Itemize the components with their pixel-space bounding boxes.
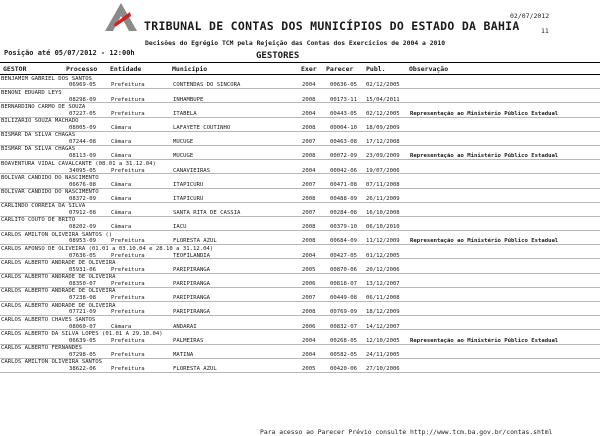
parecer-number: 00488-09 — [330, 195, 357, 202]
table-row — [0, 203, 600, 217]
municipio: MUCUGE — [173, 139, 194, 146]
col-gestor: GESTOR — [3, 65, 27, 73]
publication-date: 18/12/2009 — [366, 309, 400, 316]
parecer-number: 00420-06 — [330, 366, 357, 373]
publication-date: 23/09/2009 — [366, 153, 400, 160]
gestor-name: BISMAR DA SILVA CHAGAS — [1, 146, 76, 153]
document-subtitle: Decisões do Egrégio TCM pela Rejeição das Contas dos Exercícios de 2004 a 2010 — [145, 39, 446, 47]
municipio: IACU — [173, 224, 187, 231]
parecer-number: 00284-08 — [330, 210, 357, 217]
gestor-name: BOAVENTURA VIDAL CAVALCANTE (08.01 a 31.12.04) — [1, 160, 156, 167]
exercicio: 2005 — [302, 266, 316, 273]
col-parecer: Parecer — [326, 65, 354, 73]
col-publ: Publ. — [366, 65, 386, 73]
processo-number: 06969-05 — [69, 82, 96, 89]
municipio: ITABELA — [173, 110, 197, 117]
gestor-name: CARLOS ALBERTO CHAVES SANTOS — [1, 316, 96, 323]
exercicio: 2007 — [302, 181, 316, 188]
table-row — [0, 231, 600, 245]
processo-number: 08113-09 — [69, 153, 96, 160]
publication-date: 02/12/2005 — [366, 110, 400, 117]
parecer-number: 00832-07 — [330, 323, 357, 330]
gestor-name: BENONI EDUARD LEYS — [1, 89, 62, 96]
publication-date: 14/12/2007 — [366, 323, 400, 330]
processo-number: 05931-06 — [69, 266, 96, 273]
publication-date: 07/11/2008 — [366, 181, 400, 188]
col-exer: Exer — [301, 65, 317, 73]
processo-number: 08350-07 — [69, 281, 96, 288]
gestor-name: CARLOS ALBERTO ANDRADE DE OLIVEIRA — [1, 259, 116, 266]
entidade: Prefeitura — [111, 295, 145, 302]
municipio: CONTENDAS DO SINCORA — [173, 82, 241, 89]
entidade: Prefeitura — [111, 82, 145, 89]
exercicio: 2004 — [302, 167, 316, 174]
table-row — [0, 217, 600, 231]
processo-number: 08060-07 — [69, 323, 96, 330]
publication-date: 15/04/2011 — [366, 96, 400, 103]
col-municipio: Município — [172, 65, 208, 73]
processo-number: 07721-09 — [69, 309, 96, 316]
municipio: MUCUGE — [173, 153, 194, 160]
parecer-number: 00636-05 — [330, 82, 357, 89]
gestor-name: CARLOS AFONSO DE OLIVEIRA (01.01 a 03.10.04 e 28.10 a 31.12.04) — [1, 245, 214, 252]
exercicio: 2004 — [302, 252, 316, 259]
parecer-number: 00769-09 — [330, 309, 357, 316]
parecer-number: 00471-08 — [330, 181, 357, 188]
processo-number: 08298-09 — [69, 96, 96, 103]
col-observacao: Observação — [409, 65, 449, 73]
header-top-rule — [0, 62, 600, 63]
parecer-number: 00449-08 — [330, 295, 357, 302]
entidade: Câmara — [111, 224, 132, 231]
processo-number: 38622-06 — [69, 366, 96, 373]
processo-number: 07298-05 — [69, 351, 96, 358]
exercicio: 2006 — [302, 281, 316, 288]
municipio: ITAPICURU — [173, 181, 204, 188]
exercicio: 2008 — [302, 124, 316, 131]
parecer-number: 00463-08 — [330, 139, 357, 146]
table-row — [0, 75, 600, 89]
gestor-name: CARLOS ALBERTO ANDRADE DE OLIVEIRA — [1, 302, 116, 309]
document-title: TRIBUNAL DE CONTAS DOS MUNICÍPIOS DO ESTADO DA BAHIA — [144, 19, 520, 33]
table-row — [0, 345, 600, 359]
table-row — [0, 132, 600, 146]
entidade: Prefeitura — [111, 337, 145, 344]
exercicio: 2008 — [302, 224, 316, 231]
gestor-name: CARLOS ALBERTO DA SILVA LOPES (01.01 A 29.10.04) — [1, 330, 163, 337]
entidade: Prefeitura — [111, 252, 145, 259]
entidade: Prefeitura — [111, 167, 145, 174]
col-processo: Processo — [66, 65, 98, 73]
publication-date: 20/12/2006 — [366, 266, 400, 273]
table-row — [0, 103, 600, 117]
publication-date: 19/07/2006 — [366, 167, 400, 174]
municipio: PARIPIRANGA — [173, 281, 211, 288]
entidade: Prefeitura — [111, 309, 145, 316]
processo-number: 07227-05 — [69, 110, 96, 117]
column-header-row — [0, 65, 600, 74]
entidade: Prefeitura — [111, 238, 145, 245]
publication-date: 06/11/2008 — [366, 295, 400, 302]
parecer-number: 00818-07 — [330, 281, 357, 288]
entidade: Câmara — [111, 181, 132, 188]
parecer-number: 00870-06 — [330, 266, 357, 273]
processo-number: 08953-09 — [69, 238, 96, 245]
records-list — [0, 75, 600, 373]
exercicio: 2004 — [302, 337, 316, 344]
table-row — [0, 288, 600, 302]
position-date: Posição até 05/07/2012 - 12:00h — [4, 49, 135, 57]
publication-date: 02/12/2005 — [366, 82, 400, 89]
processo-number: 08005-09 — [69, 124, 96, 131]
table-row — [0, 89, 600, 103]
entidade: Câmara — [111, 210, 132, 217]
publication-date: 12/10/2005 — [366, 337, 400, 344]
entidade: Prefeitura — [111, 366, 145, 373]
gestor-name: CARLINDO CORREIA DA SILVA — [1, 203, 86, 210]
gestor-name: BOLIVAR CANDIDO DO NASCIMENTO — [1, 189, 99, 195]
tcm-logo — [104, 2, 138, 32]
table-row — [0, 189, 600, 203]
parecer-number: 00042-06 — [330, 167, 357, 174]
publication-date: 13/12/2007 — [366, 281, 400, 288]
gestor-name: BILIZARIO SOUZA MACHADO — [1, 118, 79, 125]
publication-date: 16/10/2008 — [366, 210, 400, 217]
table-row — [0, 146, 600, 160]
exercicio: 2008 — [302, 238, 316, 245]
parecer-number: 00582-05 — [330, 351, 357, 358]
page-number: 11 — [541, 27, 549, 35]
exercicio: 2006 — [302, 323, 316, 330]
municipio: PALMEIRAS — [173, 337, 204, 344]
municipio: ITAPICURU — [173, 195, 204, 202]
exercicio: 2004 — [302, 82, 316, 89]
processo-number: 08372-09 — [69, 195, 96, 202]
entidade: Câmara — [111, 323, 132, 330]
municipio: TEOFILANDIA — [173, 252, 211, 259]
publication-date: 26/11/2009 — [366, 195, 400, 202]
publication-date: 11/12/2009 — [366, 238, 400, 245]
entidade: Câmara — [111, 139, 132, 146]
section-title: GESTORES — [256, 51, 300, 61]
municipio: PARIPIRANGA — [173, 266, 211, 273]
municipio: INHAMBUPE — [173, 96, 204, 103]
processo-number: 07244-08 — [69, 139, 96, 146]
entidade: Prefeitura — [111, 110, 145, 117]
observacao: Representação ao Ministério Público Estadual — [410, 337, 559, 344]
print-date: 02/07/2012 — [510, 12, 550, 20]
processo-number: 07636-05 — [69, 252, 96, 259]
processo-number: 08202-09 — [69, 224, 96, 231]
gestor-name: BERNARDINO CARMO DE SOUZA — [1, 103, 86, 110]
exercicio: 2007 — [302, 295, 316, 302]
parecer-number: 00379-10 — [330, 224, 357, 231]
exercicio: 2008 — [302, 153, 316, 160]
gestor-name: BISMAR DA SILVA CHAGAS — [1, 132, 76, 139]
municipio: SANTA RITA DE CASSIA — [173, 210, 241, 217]
parecer-number: 00427-05 — [330, 252, 357, 259]
exercicio: 2005 — [302, 366, 316, 373]
publication-date: 17/12/2008 — [366, 139, 400, 146]
gestor-name: CARLOS AMILTON OLIVEIRA SANTOS — [1, 359, 103, 366]
entidade: Prefeitura — [111, 96, 145, 103]
publication-date: 18/09/2009 — [366, 124, 400, 131]
processo-number: 06676-08 — [69, 181, 96, 188]
gestor-name: CARLOS AMILTON OLIVEIRA SANTOS () — [1, 231, 113, 238]
parecer-number: 00173-11 — [330, 96, 357, 103]
entidade: Prefeitura — [111, 266, 145, 273]
parecer-number: 00072-09 — [330, 153, 357, 160]
exercicio: 2004 — [302, 110, 316, 117]
table-row — [0, 174, 600, 188]
municipio: LAFAYETE COUTINHO — [173, 124, 231, 131]
exercicio: 2007 — [302, 139, 316, 146]
observacao: Representação ao Ministério Público Estadual — [410, 110, 559, 117]
entidade: Prefeitura — [111, 351, 145, 358]
parecer-number: 00004-10 — [330, 124, 357, 131]
table-row — [0, 160, 600, 174]
municipio: CANAVIEIRAS — [173, 167, 211, 174]
municipio: PARIPIRANGA — [173, 295, 211, 302]
municipio: ANDARAI — [173, 323, 197, 330]
entidade: Câmara — [111, 153, 132, 160]
table-row — [0, 302, 600, 316]
gestor-name: CARLITO COUTO DE BRITO — [1, 217, 76, 224]
footer-note: Para acesso ao Parecer Prévio consulte http://www.tcm.ba.gov.br/contas.shtml — [260, 428, 553, 436]
municipio: FLORESTA AZUL — [173, 238, 217, 245]
exercicio: 2008 — [302, 195, 316, 202]
table-row — [0, 259, 600, 273]
publication-date: 01/12/2005 — [366, 252, 400, 259]
municipio: FLORESTA AZUL — [173, 366, 217, 373]
processo-number: 07238-08 — [69, 295, 96, 302]
exercicio: 2007 — [302, 210, 316, 217]
col-entidade: Entidade — [110, 65, 142, 73]
observacao: Representação ao Ministério Público Estadual — [410, 153, 559, 160]
gestor-name: CARLOS ALBERTO FERNANDES — [1, 345, 82, 352]
publication-date: 06/10/2010 — [366, 224, 400, 231]
municipio: PARIPIRANGA — [173, 309, 211, 316]
table-row — [0, 118, 600, 132]
exercicio: 2008 — [302, 309, 316, 316]
table-row — [0, 316, 600, 330]
table-row — [0, 245, 600, 259]
table-row — [0, 274, 600, 288]
publication-date: 24/11/2005 — [366, 351, 400, 358]
gestor-name: CARLOS ALBERTO ANDRADE DE OLIVEIRA — [1, 288, 116, 295]
processo-number: 07912-08 — [69, 210, 96, 217]
table-row — [0, 359, 600, 373]
observacao: Representação ao Ministério Público Estadual — [410, 238, 559, 245]
entidade: Câmara — [111, 195, 132, 202]
exercicio: 2008 — [302, 96, 316, 103]
parecer-number: 00443-05 — [330, 110, 357, 117]
table-row — [0, 330, 600, 344]
processo-number: 34095-05 — [69, 167, 96, 174]
gestor-name: BENJAMIM GABRIEL DOS SANTOS — [1, 75, 92, 82]
entidade: Câmara — [111, 124, 132, 131]
exercicio: 2004 — [302, 351, 316, 358]
processo-number: 06639-05 — [69, 337, 96, 344]
gestor-name: CARLOS ALBERTO ANDRADE DE OLIVEIRA — [1, 274, 116, 281]
entidade: Prefeitura — [111, 281, 145, 288]
parecer-number: 00684-09 — [330, 238, 357, 245]
municipio: MATINA — [173, 351, 194, 358]
publication-date: 27/10/2006 — [366, 366, 400, 373]
parecer-number: 00268-05 — [330, 337, 357, 344]
gestor-name: BOLIVAR CANDIDO DO NASCIMENTO — [1, 174, 99, 181]
